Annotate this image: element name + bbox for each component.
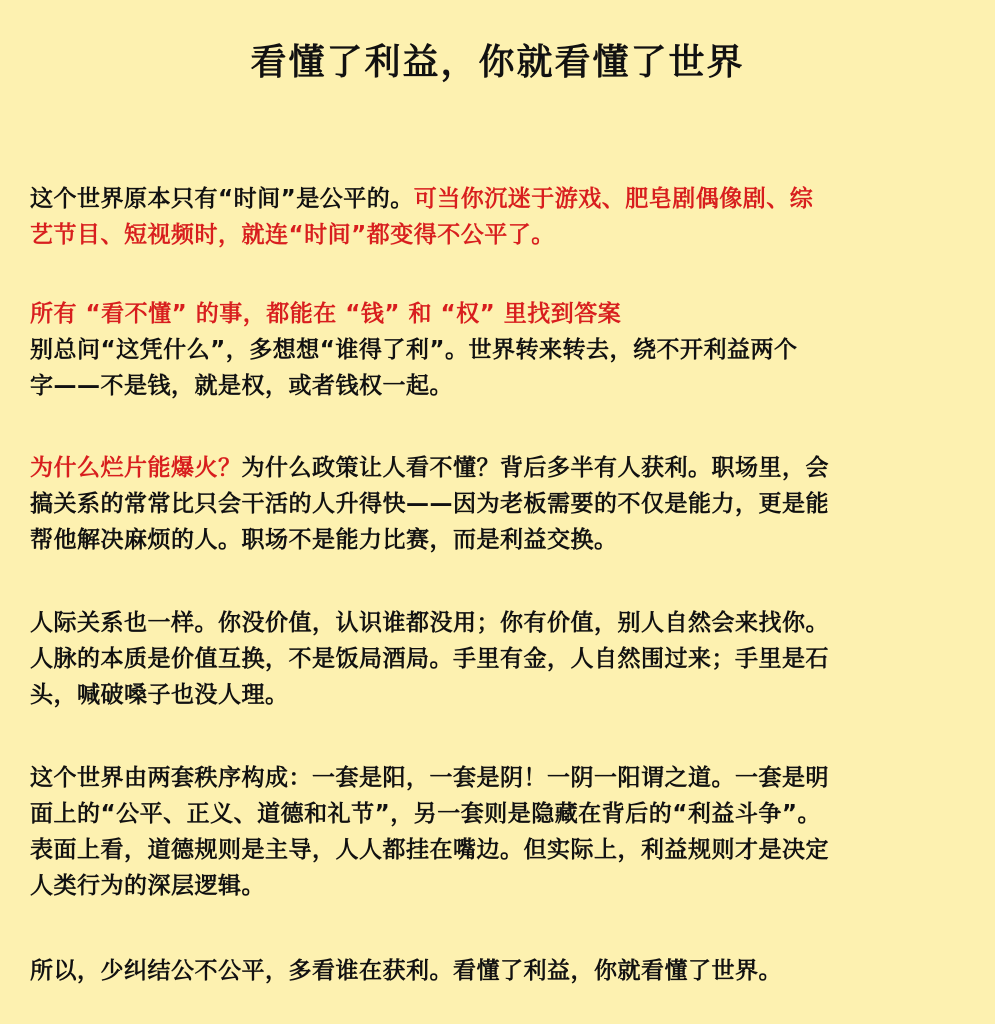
paragraph-line: 帮他解决麻烦的人。职场不是能力比赛，而是利益交换。 [30, 527, 618, 553]
highlight-line: 艺节目、短视频时，就连“时间”都变得不公平了。 [30, 222, 555, 248]
paragraph-line: 别总问“这凭什么”，多想想“谁得了利”。世界转来转去，绕不开利益两个 [30, 337, 798, 363]
paragraph-line [30, 450, 970, 486]
paragraph-two-orders [30, 760, 970, 904]
highlight-span: 为什么烂片能爆火？ [30, 455, 242, 481]
paragraph-line: 这个世界由两套秩序构成：一套是阳，一套是阴！一阴一阳谓之道。一套是明 [30, 765, 829, 791]
paragraph-heading: 所有 “看不懂” 的事，都能在 “钱” 和 “权” 里找到答案 [30, 301, 622, 327]
paragraph-line: 字——不是钱，就是权，或者钱权一起。 [30, 373, 453, 399]
paragraph-line: 头，喊破嗓子也没人理。 [30, 682, 289, 708]
paragraph-line: 面上的“公平、正义、道德和礼节”，另一套则是隐藏在背后的“利益斗争”。 [30, 801, 821, 827]
text-span: 为什么政策让人看不懂？背后多半有人获利。职场里，会 [241, 455, 829, 481]
paragraph-line: 人脉的本质是价值互换，不是饭局酒局。手里有金，人自然围过来；手里是石 [30, 646, 829, 672]
paragraph-line: 搞关系的常常比只会干活的人升得快——因为老板需要的不仅是能力，更是能 [30, 491, 829, 517]
paragraph-relationships [30, 605, 970, 713]
paragraph-line: 所以，少纠结公不公平，多看谁在获利。看懂了利益，你就看懂了世界。 [30, 958, 782, 984]
highlight-span: 可当你沉迷于游戏、肥皂剧偶像剧、综 [413, 186, 814, 212]
paragraph-conclusion [30, 953, 970, 989]
paragraph-line [30, 181, 970, 217]
paragraph-workplace [30, 450, 970, 558]
paragraph-time-fairness [30, 181, 970, 253]
paragraph-line: 人类行为的深层逻辑。 [30, 873, 265, 899]
article-title: 看懂了利益，你就看懂了世界 [250, 42, 745, 83]
text-span: 这个世界原本只有“时间”是公平的。 [30, 186, 414, 212]
paragraph-money-power [30, 296, 970, 404]
paragraph-line: 人际关系也一样。你没价值，认识谁都没用；你有价值，别人自然会来找你。 [30, 610, 829, 636]
paragraph-line: 表面上看，道德规则是主导，人人都挂在嘴边。但实际上，利益规则才是决定 [30, 837, 829, 863]
